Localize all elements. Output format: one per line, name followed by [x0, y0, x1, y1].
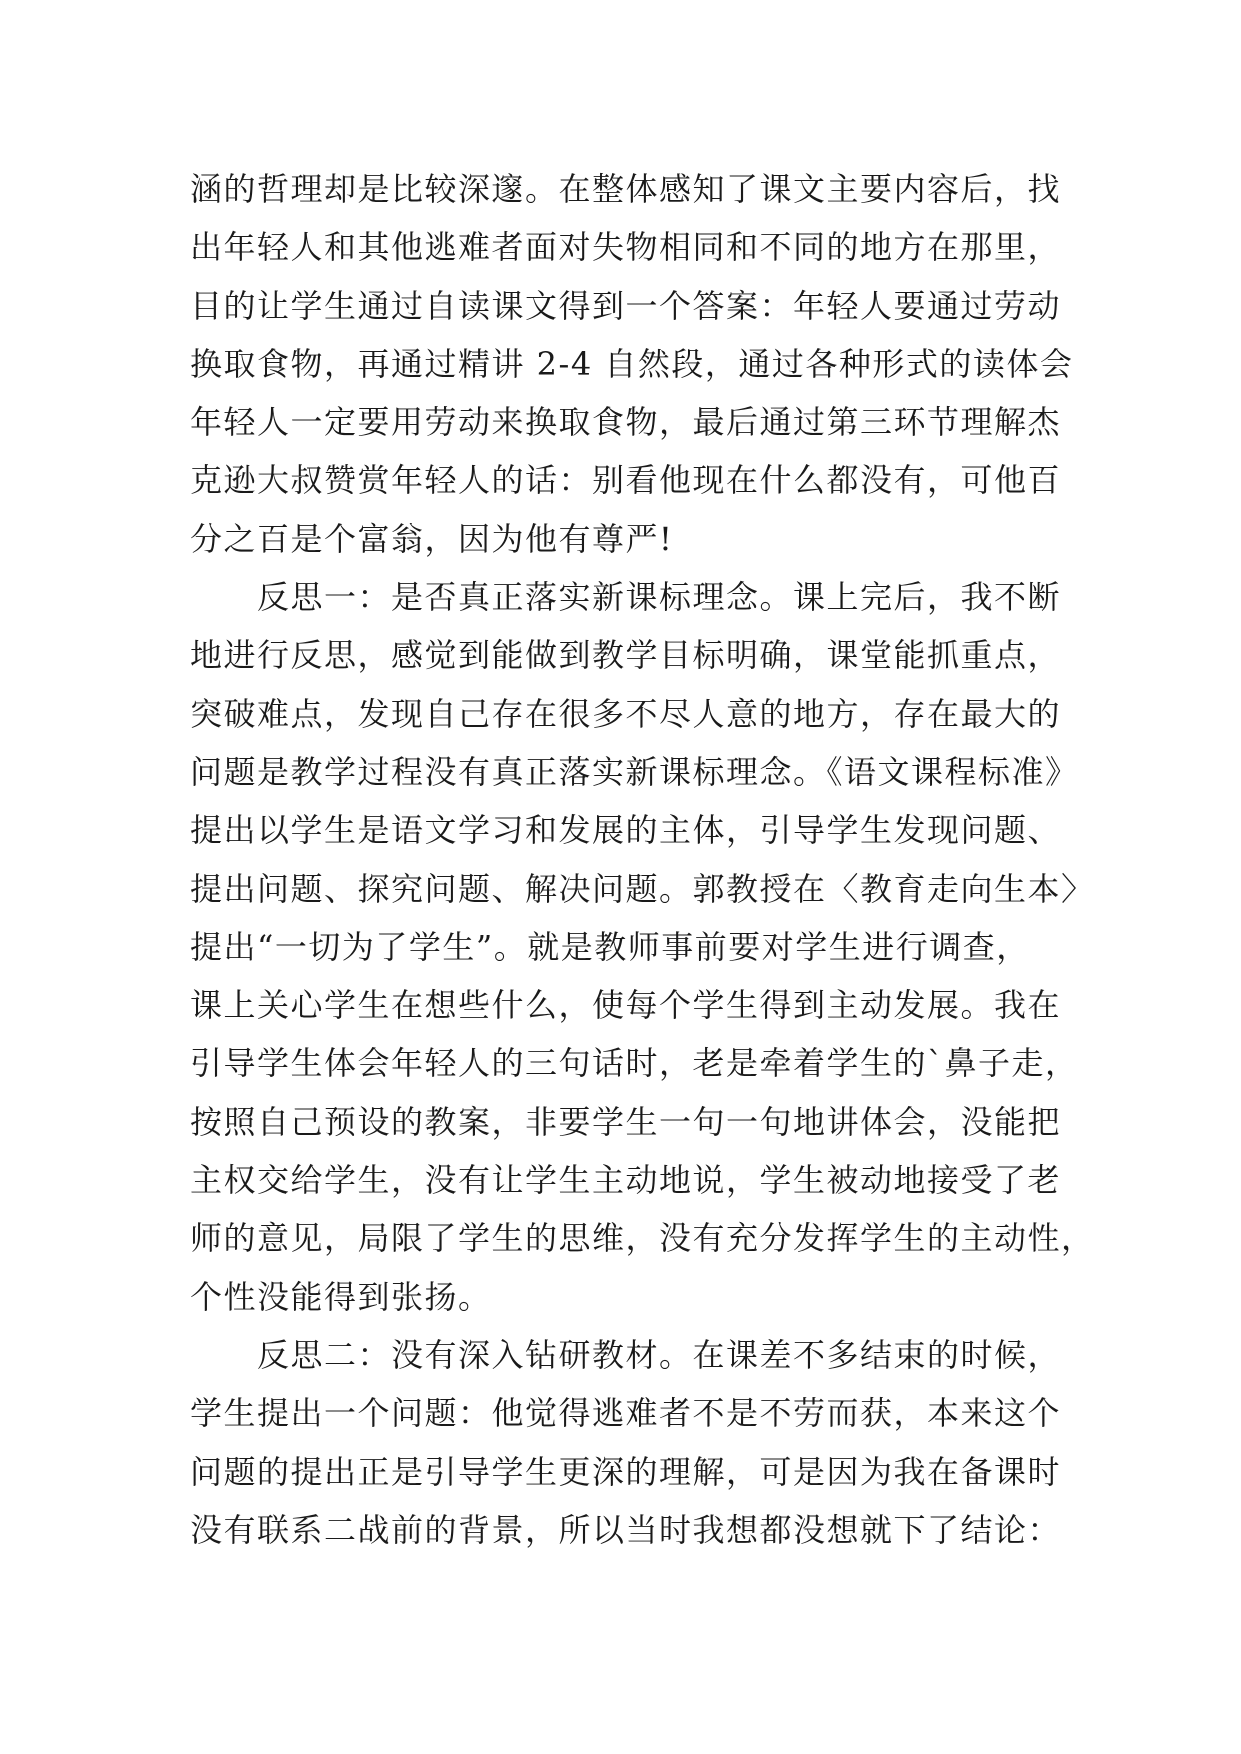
text-line: 个性没能得到张扬。 — [190, 1277, 492, 1316]
text-line: 分之百是个富翁，因为他有尊严! — [190, 519, 674, 558]
text-line: 提出以学生是语文学习和发展的主体，引导学生发现问题、 — [190, 811, 1062, 850]
text-line: 反思一：是否真正落实新课标理念。课上完后，我不断 — [190, 578, 1062, 617]
text-line: 突破难点，发现自己存在很多不尽人意的地方，存在最大的 — [190, 694, 1062, 733]
text-line: 换取食物，再通过精讲 2-4 自然段，通过各种形式的读体会 — [190, 344, 1074, 383]
text-line: 年轻人一定要用劳动来换取食物，最后通过第三环节理解杰 — [190, 403, 1062, 442]
text-line: 引导学生体会年轻人的三句话时，老是牵着学生的`鼻子走， — [190, 1044, 1079, 1083]
text-line: 出年轻人和其他逃难者面对失物相同和不同的地方在那里， — [190, 228, 1062, 267]
text-line: 地进行反思，感觉到能做到教学目标明确，课堂能抓重点， — [190, 636, 1062, 675]
text-line: 按照自己预设的教案，非要学生一句一句地讲体会，没能把 — [190, 1102, 1062, 1141]
text-line: 涵的哲理却是比较深邃。在整体感知了课文主要内容后，找 — [190, 170, 1062, 208]
text-line: 主权交给学生，没有让学生主动地说，学生被动地接受了老 — [190, 1161, 1062, 1200]
text-line: 目的让学生通过自读课文得到一个答案：年轻人要通过劳动 — [190, 286, 1062, 325]
text-line: 学生提出一个问题：他觉得逃难者不是不劳而获，本来这个 — [190, 1394, 1062, 1433]
text-line: 没有联系二战前的背景，所以当时我想都没想就下了结论： — [190, 1510, 1062, 1549]
text-line: 提出问题、探究问题、解决问题。郭教授在〈教育走向生本〉 — [190, 869, 1095, 908]
text-line: 师的意见，局限了学生的思维，没有充分发挥学生的主动性， — [190, 1219, 1095, 1258]
text-line: 问题是教学过程没有真正落实新课标理念。《语文课程标准》 — [190, 752, 1079, 791]
body-text — [190, 160, 1095, 1559]
text-line: 课上关心学生在想些什么，使每个学生得到主动发展。我在 — [190, 986, 1062, 1025]
text-line: 提出“一切为了学生”。就是教师事前要对学生进行调查， — [190, 927, 1030, 966]
text-line: 克逊大叔赞赏年轻人的话：别看他现在什么都没有，可他百 — [190, 461, 1062, 500]
text-line: 反思二：没有深入钻研教材。在课差不多结束的时候， — [190, 1335, 1062, 1374]
text-line: 问题的提出正是引导学生更深的理解，可是因为我在备课时 — [190, 1452, 1062, 1491]
